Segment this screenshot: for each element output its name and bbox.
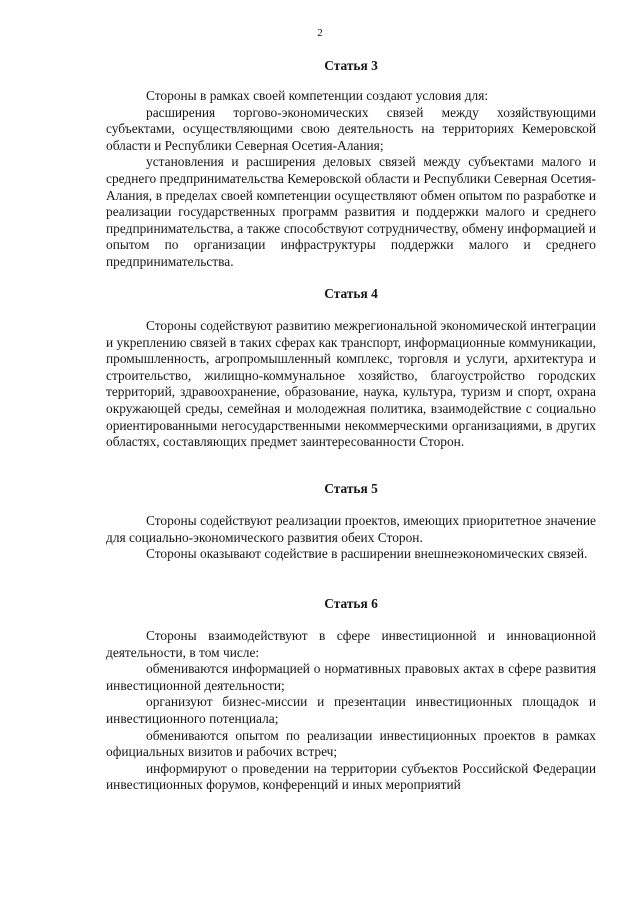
article-3-heading: Статья 3 <box>324 58 378 73</box>
article-6-paragraph-4: обмениваются опытом по реализации инвестиционных проектов в рамках официальных визитов и рабочих встреч; <box>106 727 596 760</box>
article-6-heading: Статья 6 <box>324 596 378 611</box>
article-5-paragraph-1: Стороны содействуют реализации проектов, имеющих приоритетное значение для социально-экономического развития обеих Сторон. <box>106 513 596 545</box>
article-6-paragraph-3: организуют бизнес-миссии и презентации инвестиционных площадок и инвестиционного потенциала; <box>106 694 596 726</box>
article-3-body <box>106 88 596 271</box>
article-5-body <box>106 513 596 563</box>
article-6-paragraph-1: Стороны взаимодействуют в сфере инвестиционной и инновационной деятельности, в том числе: <box>106 628 596 660</box>
article-6-body <box>106 628 596 794</box>
article-6-paragraph-2: обмениваются информацией о нормативных правовых актах в сфере развития инвестиционной деятельности; <box>106 661 596 693</box>
article-4-heading: Статья 4 <box>324 286 378 301</box>
article-3-paragraph-3: установления и расширения деловых связей между субъектами малого и среднего предпринимательства Кемеровской области и Республики Северная Осетия-Алания, в пределах своей компетенции осуществляют обмен опытом по разработке и реализации государственных программ развития и поддержки малого и среднего предпринимательства, а также способствуют сотрудничеству, обмену информацией и опытом по организации инфраструктуры поддержки малого и среднего предпринимательства. <box>106 154 596 269</box>
article-3-paragraph-2: расширения торгово-экономических связей между хозяйствующими субъектами, осуществляющими свою деятельность на территориях Кемеровской области и Республики Северная Осетия-Алания; <box>106 104 596 153</box>
article-4-paragraph-1: Стороны содействуют развитию межрегиональной экономической интеграции и укреплению связей в таких сферах как транспорт, информационные коммуникации, промышленность, агропромышленный комплекс, торговля и услуги, архитектура и строительство, жилищно-коммунальное хозяйство, благоустройство городских территорий, здравоохранение, образование, наука, культура, туризм и спорт, охрана окружающей среды, семейная и молодежная политика, взаимодействие с социально ориентированными негосударственными некоммерческими организациями, в других областях, составляющих предмет заинтересованности Сторон. <box>106 318 596 450</box>
article-3-paragraph-1: Стороны в рамках своей компетенции создают условия для: <box>146 88 489 103</box>
article-5-heading: Статья 5 <box>324 481 378 496</box>
page-number: 2 <box>317 27 323 39</box>
article-4-body <box>106 318 596 451</box>
article-6-paragraph-5: информируют о проведении на территории субъектов Российской Федерации инвестиционных форумов, конференций и иных мероприятий <box>106 760 596 793</box>
article-5-paragraph-2: Стороны оказывают содействие в расширении внешнеэкономических связей. <box>146 546 588 562</box>
